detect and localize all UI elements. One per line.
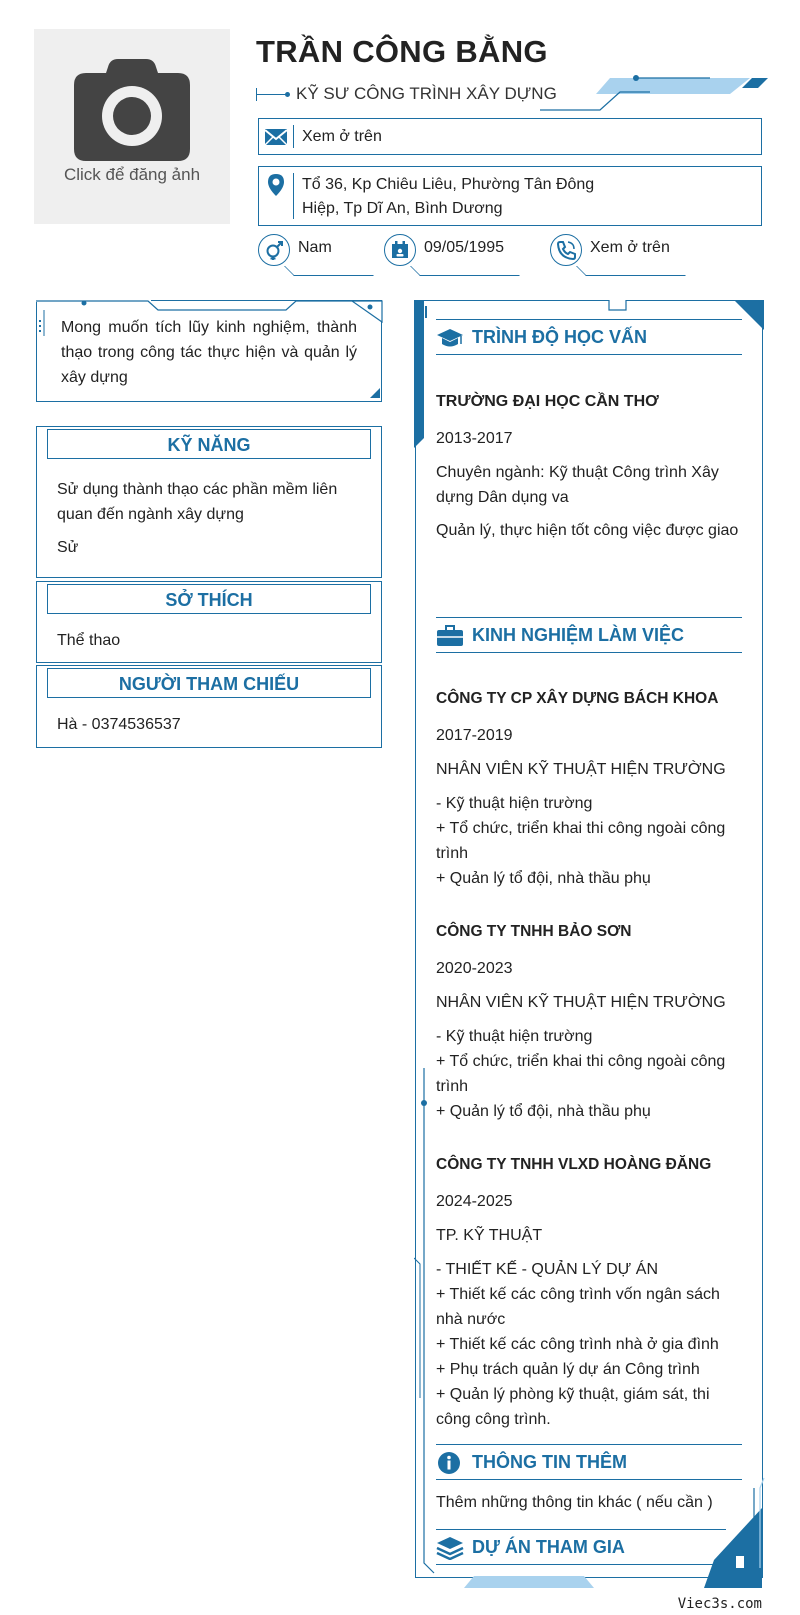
birthday-value: 09/05/1995 bbox=[424, 239, 505, 256]
education-major: Chuyên ngành: Kỹ thuật Công trình Xây dựng Dân dụng va bbox=[436, 464, 719, 506]
job-details bbox=[436, 791, 742, 891]
address-value bbox=[302, 173, 594, 221]
skill-item: Sử bbox=[57, 539, 79, 556]
hobbies-heading: SỞ THÍCH bbox=[47, 584, 371, 614]
skills-section bbox=[36, 426, 382, 578]
envelope-icon bbox=[263, 125, 289, 149]
objective-box bbox=[36, 300, 382, 402]
briefcase-icon bbox=[436, 624, 464, 648]
job-position: TP. KỸ THUẬT bbox=[436, 1227, 543, 1244]
job-position: NHÂN VIÊN KỸ THUẬT HIỆN TRƯỜNG bbox=[436, 994, 726, 1011]
job-detail-line: + Quản lý tổ đội, nhà thầu phụ bbox=[436, 870, 651, 887]
experience-heading: KINH NGHIỆM LÀM VIỆC bbox=[472, 625, 685, 645]
job-position: NHÂN VIÊN KỸ THUẬT HIỆN TRƯỜNG bbox=[436, 761, 726, 778]
education-heading: TRÌNH ĐỘ HỌC VẤN bbox=[472, 327, 647, 347]
references-section bbox=[36, 665, 382, 748]
additional-heading: THÔNG TIN THÊM bbox=[472, 1452, 627, 1472]
calendar-icon bbox=[389, 239, 411, 261]
candidate-name: TRẦN CÔNG BẰNG bbox=[256, 34, 548, 69]
address-line-2: Hiệp, Tp Dĩ An, Bình Dương bbox=[302, 200, 503, 217]
avatar-upload[interactable] bbox=[34, 29, 230, 224]
title-decoration bbox=[256, 94, 288, 95]
job-detail-line: + Thiết kế các công trình nhà ở gia đình bbox=[436, 1336, 719, 1353]
camera-icon bbox=[74, 59, 190, 161]
gender-icon bbox=[263, 239, 285, 261]
job-details bbox=[436, 1024, 742, 1124]
job-company: CÔNG TY TNHH VLXD HOÀNG ĐĂNG bbox=[436, 1156, 712, 1173]
education-years: 2013-2017 bbox=[436, 430, 513, 447]
hobbies-section bbox=[36, 581, 382, 663]
education-heading-bar bbox=[436, 319, 742, 355]
skill-item: Sử dụng thành thạo các phần mềm liên quan đến ngành xây dựng bbox=[57, 481, 338, 523]
birthday-field[interactable] bbox=[384, 234, 524, 274]
education-note: Quản lý, thực hiện tốt công việc được giao bbox=[436, 522, 739, 539]
email-value: Xem ở trên bbox=[302, 128, 382, 145]
skills-heading: KỸ NĂNG bbox=[47, 429, 371, 459]
job-years: 2024-2025 bbox=[436, 1193, 513, 1210]
photo-caption: Click để đăng ảnh bbox=[63, 165, 201, 184]
job-detail-line: - THIẾT KẾ - QUẢN LÝ DỰ ÁN bbox=[436, 1261, 658, 1278]
location-pin-icon bbox=[263, 173, 289, 197]
reference-item: Hà - 0374536537 bbox=[57, 716, 181, 733]
objective-text: Mong muốn tích lũy kinh nghiệm, thành thạo trong công tác thực hiện và quản lý xây dựng bbox=[61, 319, 357, 386]
references-heading: NGƯỜI THAM CHIẾU bbox=[47, 668, 371, 698]
address-line-1: Tổ 36, Kp Chiêu Liêu, Phường Tân Đông bbox=[302, 176, 595, 193]
graduation-cap-icon bbox=[436, 326, 464, 350]
hobby-item: Thể thao bbox=[57, 632, 121, 649]
job-company: CÔNG TY CP XÂY DỰNG BÁCH KHOA bbox=[436, 690, 719, 707]
layers-icon bbox=[436, 1536, 464, 1560]
job-years: 2017-2019 bbox=[436, 727, 513, 744]
job-detail-line: + Tổ chức, triển khai thi công ngoài công trình bbox=[436, 1053, 726, 1095]
additional-text: Thêm những thông tin khác ( nếu cần ) bbox=[436, 1494, 713, 1511]
job-years: 2020-2023 bbox=[436, 960, 513, 977]
phone-value: Xem ở trên bbox=[590, 239, 670, 256]
job-detail-line: - Kỹ thuật hiện trường bbox=[436, 1028, 593, 1045]
education-school: TRƯỜNG ĐẠI HỌC CẦN THƠ bbox=[436, 393, 659, 410]
phone-field[interactable] bbox=[550, 234, 690, 274]
projects-heading-bar bbox=[436, 1529, 726, 1565]
job-detail-line: - Kỹ thuật hiện trường bbox=[436, 795, 593, 812]
additional-heading-bar bbox=[436, 1444, 742, 1480]
job-detail-line: + Thiết kế các công trình vốn ngân sách nhà nước bbox=[436, 1286, 720, 1328]
job-company: CÔNG TY TNHH BẢO SƠN bbox=[436, 923, 632, 940]
email-field[interactable] bbox=[258, 118, 762, 155]
job-detail-line: + Quản lý phòng kỹ thuật, giám sát, thi công công trình. bbox=[436, 1386, 710, 1428]
site-watermark: Viec3s.com bbox=[677, 1596, 762, 1612]
info-icon bbox=[436, 1451, 464, 1475]
job-detail-line: + Quản lý tổ đội, nhà thầu phụ bbox=[436, 1103, 651, 1120]
experience-heading-bar bbox=[436, 617, 742, 653]
job-title-text: KỸ SƯ CÔNG TRÌNH XÂY DỰNG bbox=[296, 84, 557, 103]
job-details bbox=[436, 1257, 742, 1432]
gender-field[interactable] bbox=[258, 234, 368, 274]
gender-value: Nam bbox=[298, 239, 332, 256]
header-decoration bbox=[540, 72, 768, 112]
phone-icon bbox=[555, 239, 577, 261]
address-field[interactable] bbox=[258, 166, 762, 226]
projects-heading: DỰ ÁN THAM GIA bbox=[472, 1537, 625, 1557]
job-title bbox=[256, 84, 557, 104]
job-detail-line: + Tổ chức, triển khai thi công ngoài công trình bbox=[436, 820, 726, 862]
job-detail-line: + Phụ trách quản lý dự án Công trình bbox=[436, 1361, 700, 1378]
